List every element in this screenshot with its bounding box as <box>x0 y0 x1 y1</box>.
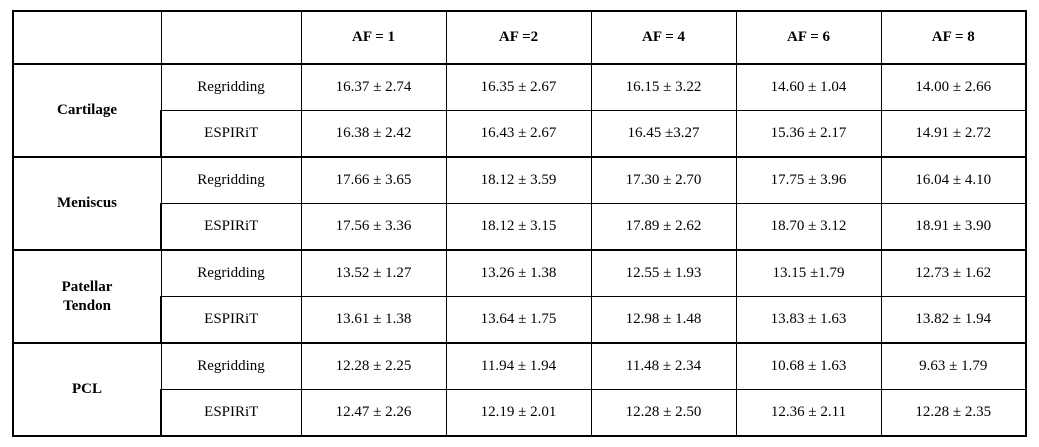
row-header-patellar-tendon <box>13 250 161 343</box>
cell-cartilage-regridding-af6: 14.60 ± 1.04 <box>736 64 881 111</box>
cell-cartilage-regridding-af1: 16.37 ± 2.74 <box>301 64 446 111</box>
row-method-regridding: Regridding <box>161 250 301 297</box>
row-header-patellar-tendon-line1: Patellar <box>61 278 113 295</box>
header-corner-tissue <box>13 11 161 64</box>
results-table <box>12 10 1027 437</box>
cell-patellar-espirit-af8: 13.82 ± 1.94 <box>881 297 1026 344</box>
table-header-row <box>13 11 1026 64</box>
table-row <box>13 343 1026 390</box>
cell-pcl-espirit-af1: 12.47 ± 2.26 <box>301 390 446 437</box>
table-row <box>13 204 1026 251</box>
cell-patellar-espirit-af2: 13.64 ± 1.75 <box>446 297 591 344</box>
row-method-regridding: Regridding <box>161 157 301 204</box>
cell-cartilage-espirit-af4: 16.45 ±3.27 <box>591 111 736 158</box>
cell-cartilage-espirit-af1: 16.38 ± 2.42 <box>301 111 446 158</box>
cell-meniscus-regridding-af1: 17.66 ± 3.65 <box>301 157 446 204</box>
row-header-meniscus: Meniscus <box>13 157 161 250</box>
cell-meniscus-espirit-af4: 17.89 ± 2.62 <box>591 204 736 251</box>
row-method-regridding: Regridding <box>161 343 301 390</box>
column-header-af-6: AF = 6 <box>736 11 881 64</box>
cell-patellar-espirit-af4: 12.98 ± 1.48 <box>591 297 736 344</box>
cell-cartilage-regridding-af8: 14.00 ± 2.66 <box>881 64 1026 111</box>
row-header-cartilage: Cartilage <box>13 64 161 157</box>
cell-cartilage-regridding-af2: 16.35 ± 2.67 <box>446 64 591 111</box>
cell-meniscus-regridding-af8: 16.04 ± 4.10 <box>881 157 1026 204</box>
column-header-af-1: AF = 1 <box>301 11 446 64</box>
column-header-af-2: AF =2 <box>446 11 591 64</box>
cell-patellar-regridding-af6: 13.15 ±1.79 <box>736 250 881 297</box>
cell-patellar-espirit-af1: 13.61 ± 1.38 <box>301 297 446 344</box>
row-header-patellar-tendon-line2: Tendon <box>63 297 111 314</box>
row-header-pcl: PCL <box>13 343 161 436</box>
cell-patellar-regridding-af2: 13.26 ± 1.38 <box>446 250 591 297</box>
cell-meniscus-regridding-af6: 17.75 ± 3.96 <box>736 157 881 204</box>
cell-meniscus-regridding-af4: 17.30 ± 2.70 <box>591 157 736 204</box>
table-row <box>13 297 1026 344</box>
table-row <box>13 111 1026 158</box>
table-row <box>13 64 1026 111</box>
cell-meniscus-espirit-af8: 18.91 ± 3.90 <box>881 204 1026 251</box>
cell-patellar-espirit-af6: 13.83 ± 1.63 <box>736 297 881 344</box>
row-method-regridding: Regridding <box>161 64 301 111</box>
cell-cartilage-regridding-af4: 16.15 ± 3.22 <box>591 64 736 111</box>
cell-meniscus-espirit-af1: 17.56 ± 3.36 <box>301 204 446 251</box>
cell-pcl-regridding-af6: 10.68 ± 1.63 <box>736 343 881 390</box>
cell-cartilage-espirit-af8: 14.91 ± 2.72 <box>881 111 1026 158</box>
row-method-espirit: ESPIRiT <box>161 297 301 344</box>
cell-meniscus-espirit-af2: 18.12 ± 3.15 <box>446 204 591 251</box>
cell-meniscus-espirit-af6: 18.70 ± 3.12 <box>736 204 881 251</box>
cell-patellar-regridding-af4: 12.55 ± 1.93 <box>591 250 736 297</box>
cell-pcl-regridding-af2: 11.94 ± 1.94 <box>446 343 591 390</box>
cell-pcl-espirit-af8: 12.28 ± 2.35 <box>881 390 1026 437</box>
header-corner-method <box>161 11 301 64</box>
cell-pcl-regridding-af8: 9.63 ± 1.79 <box>881 343 1026 390</box>
cell-pcl-espirit-af6: 12.36 ± 2.11 <box>736 390 881 437</box>
table-row <box>13 390 1026 437</box>
row-method-espirit: ESPIRiT <box>161 390 301 437</box>
cell-patellar-regridding-af8: 12.73 ± 1.62 <box>881 250 1026 297</box>
cell-cartilage-espirit-af2: 16.43 ± 2.67 <box>446 111 591 158</box>
column-header-af-4: AF = 4 <box>591 11 736 64</box>
cell-pcl-espirit-af2: 12.19 ± 2.01 <box>446 390 591 437</box>
table-row <box>13 157 1026 204</box>
cell-pcl-regridding-af4: 11.48 ± 2.34 <box>591 343 736 390</box>
cell-meniscus-regridding-af2: 18.12 ± 3.59 <box>446 157 591 204</box>
row-method-espirit: ESPIRiT <box>161 111 301 158</box>
table-row <box>13 250 1026 297</box>
cell-patellar-regridding-af1: 13.52 ± 1.27 <box>301 250 446 297</box>
cell-pcl-espirit-af4: 12.28 ± 2.50 <box>591 390 736 437</box>
cell-cartilage-espirit-af6: 15.36 ± 2.17 <box>736 111 881 158</box>
row-method-espirit: ESPIRiT <box>161 204 301 251</box>
cell-pcl-regridding-af1: 12.28 ± 2.25 <box>301 343 446 390</box>
column-header-af-8: AF = 8 <box>881 11 1026 64</box>
